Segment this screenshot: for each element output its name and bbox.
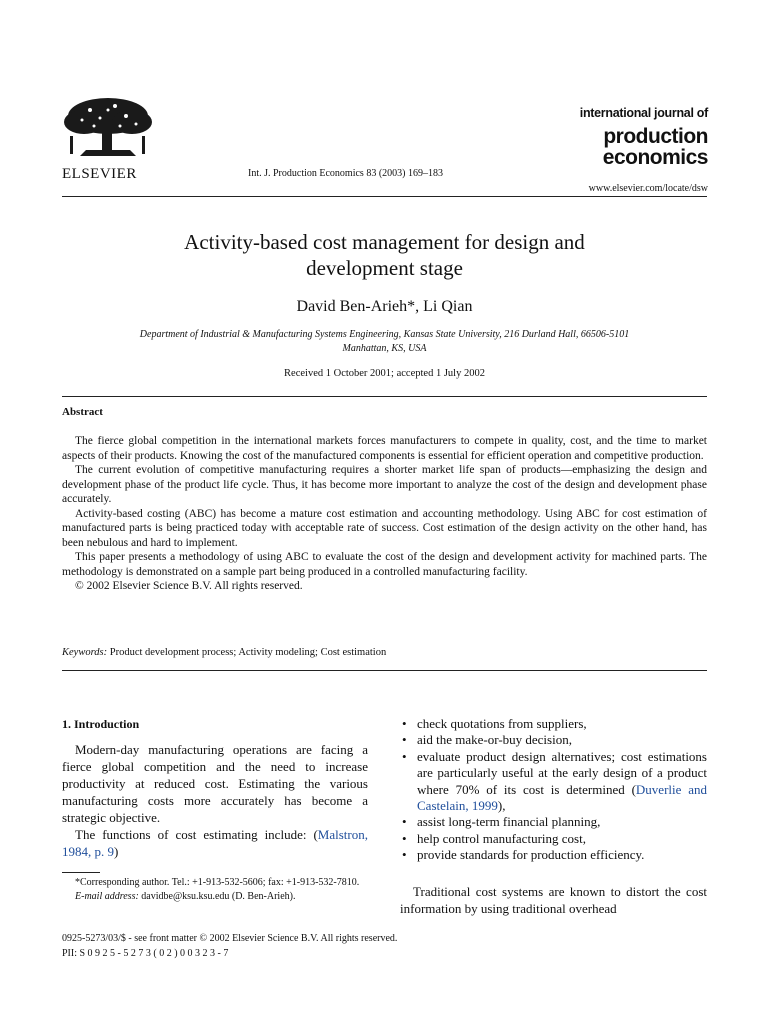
- front-matter: [62, 931, 397, 961]
- copyright-line: © 2002 Elsevier Science B.V. All rights reserved.: [75, 580, 303, 592]
- journal-name-line2: economics: [602, 146, 708, 169]
- list-item-text: evaluate product design alternatives; cost estimations are particularly useful at the early design of a product where 70% of its cost is determined (: [417, 748, 707, 797]
- keywords: [62, 647, 707, 658]
- email-value[interactable]: davidbe@ksu.ksu.edu (D. Ben-Arieh).: [141, 891, 296, 902]
- keywords-label: Keywords:: [62, 647, 108, 658]
- intro-paragraph-2-text: The functions of cost estimating include: (: [75, 827, 318, 842]
- abstract-paragraph: The fierce global competition in the international markets forces manufacturers to compete in quality, cost, and the time to market aspects of their products. Knowing the cost of the manufactured components is essential for efficient operation and competitive production.: [62, 435, 707, 462]
- received-dates: Received 1 October 2001; accepted 1 July 2002: [284, 368, 485, 379]
- footnote: [62, 876, 368, 904]
- introduction-left-column: [62, 741, 368, 860]
- title-line-1: Activity-based cost management for design and: [184, 230, 585, 254]
- abstract-bottom-divider: [62, 670, 707, 671]
- abstract-paragraph: Activity-based costing (ABC) has become a mature cost estimation and accounting methodology. Using ABC for cost estimation of manufactured parts is being practiced today with acceptable rate of success. Cost estimation of the design activity on the other hand, has been nebulous and hard to implement.: [62, 507, 707, 549]
- publisher-name: ELSEVIER: [62, 166, 137, 182]
- journal-prefix: international journal of: [579, 106, 708, 120]
- title-line-2: development stage: [306, 256, 463, 280]
- list-item: • check quotations from suppliers,: [400, 716, 707, 732]
- citation-link-malstron[interactable]: Malstron, 1984, p. 9: [62, 827, 368, 859]
- affiliation-line-2: Manhattan, KS, USA: [342, 343, 427, 354]
- abstract-paragraph: The current evolution of competitive manufacturing requires a shorter market life span of products—emphasizing the design and development phase of the product life cycle. Thus, it has become more important to analyze the cost of the design and development phase accurately.: [62, 464, 707, 505]
- corresponding-author: *Corresponding author. Tel.: +1-913-532-5606; fax: +1-913-532-7810.: [75, 877, 360, 888]
- pii-line: PII: S 0 9 2 5 - 5 2 7 3 ( 0 2 ) 0 0 3 2 3 - 7: [62, 948, 229, 959]
- journal-citation: Int. J. Production Economics 83 (2003) 169–183: [248, 168, 443, 179]
- footnote-divider: [62, 872, 100, 873]
- email-line: [62, 890, 368, 904]
- journal-name: [568, 126, 708, 168]
- abstract-top-divider: [62, 396, 707, 397]
- intro-paragraph-1: Modern-day manufacturing operations are facing a fierce global competition and the need to increase productivity at reduced cost. Estimating the various manufacturing costs more accurately has become a strategic objective.: [62, 742, 368, 825]
- article-title: [62, 229, 707, 281]
- abstract-paragraph: This paper presents a methodology of using ABC to evaluate the cost of the design and development activity for machined parts. The methodology is demonstrated on a sample part being produced in a controlled manufacturing facility.: [62, 551, 707, 578]
- affiliation: [62, 328, 707, 356]
- list-item: • aid the make-or-buy decision,: [400, 732, 707, 748]
- list-item: [400, 749, 707, 815]
- authors: David Ben-Arieh*, Li Qian: [296, 298, 473, 315]
- issn-line: 0925-5273/03/$ - see front matter © 2002 Elsevier Science B.V. All rights reserved.: [62, 933, 398, 944]
- section-heading-introduction: 1. Introduction: [62, 717, 140, 731]
- elsevier-tree-logo: [60, 96, 156, 158]
- intro-paragraph-3: Traditional cost systems are known to distort the cost information by using traditional overhead: [400, 884, 707, 916]
- keywords-text: Product development process; Activity modeling; Cost estimation: [109, 647, 387, 658]
- intro-paragraph-2: [62, 826, 368, 860]
- abstract-heading: Abstract: [62, 406, 103, 418]
- citation-link-duverlie[interactable]: Duverlie and Castelain, 1999: [417, 781, 707, 814]
- list-item: • help control manufacturing cost,: [400, 831, 707, 847]
- header-divider: [62, 196, 707, 197]
- journal-name-line1: production: [603, 125, 708, 148]
- cost-estimating-functions-list: [400, 716, 707, 864]
- intro-paragraph-2-end: ): [114, 844, 119, 859]
- list-item: • provide standards for production efficiency.: [400, 847, 707, 863]
- journal-url[interactable]: www.elsevier.com/locate/dsw: [588, 183, 708, 194]
- list-item: • assist long-term financial planning,: [400, 814, 707, 830]
- list-item-end: ),: [497, 798, 506, 814]
- email-label: E-mail address:: [75, 891, 139, 902]
- abstract-body: [62, 434, 707, 594]
- affiliation-line-1: Department of Industrial & Manufacturing Systems Engineering, Kansas State University, 216 Durland Hall, 66506-5101: [139, 329, 630, 340]
